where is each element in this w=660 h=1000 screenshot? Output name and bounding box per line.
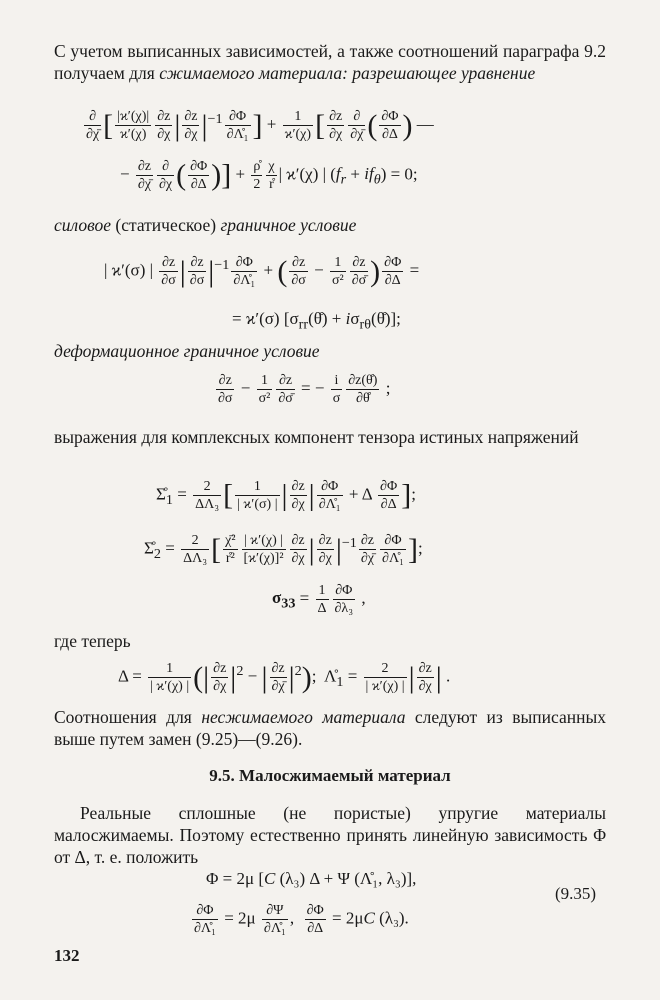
equation-1-line-2: − $\frac{\partial z}{\partial\chī}$ $\frac{\partial}{\partial\chi}$ ( $\frac{\partial\Phi}{\partial\Delta}$ )] + $\frac{\rho̊}{2}$ $\frac{\chi}{r̊}$ | ϰ′(χ) | $(f_r + if_\theta) = 0$; bbox=[120, 158, 418, 192]
intro-text: С учетом выписанных зависимостей, а также соотношений параграфа 9.2 получаем для bbox=[54, 41, 606, 83]
equation-5: $\Sigmå_2$ = $\frac{2}{\text{ΔΛ₃}}$ [ $\frac{\text{χ̄²}}{\text{r̊²}}$ $\frac{| ϰ'(\chi) |}{\text{[ϰ′(χ)]²}}$ $\frac{\partial z}{\partial\chi}$ | $\frac{\partial z}{\partial\chi}$ $|^{-1}$ $\frac{\partial z}{\partial\chī}$ $\frac{\partial\Phi}{\text{∂Λ̊₁}}$ ]; bbox=[144, 532, 423, 567]
force-condition-italic-1: силовое bbox=[54, 215, 111, 235]
page-number: 132 bbox=[54, 946, 80, 965]
equation-2-line-1: | ϰ′(σ) | $\frac{\partial z}{\partial\sigma}$ | $\frac{\partial z}{\partial\sigma}$ $|^{-1}$ $\frac{\partial\Phi}{\text{∂Λ̊₁}}$ + ( $\frac{\partial z}{\partial\sigma}$ − $\frac{1}{\text{σ²}}$ $\frac{\partial z}{\partial\sigmā}$ ) $\frac{\partial\Phi}{\partial\Delta}$ = bbox=[104, 254, 420, 289]
equation-3: $\frac{\partial z}{\partial\sigma}$ − $\frac{1}{\text{σ²}}$ $\frac{\partial z}{\partial\sigmā}$ = − $\frac{i}{\sigma}$ $\frac{\partial z(\thetå)}{\partial\thetå}$ ; bbox=[218, 373, 391, 406]
deform-condition-label bbox=[54, 340, 606, 362]
equation-number: (9.35) bbox=[555, 884, 597, 903]
section-heading: 9.5. Малосжимаемый материал bbox=[209, 766, 451, 785]
stress-expr-paragraph bbox=[54, 426, 606, 448]
stress-expr-text: выражения для комплексных компонент тензора истиных напряжений bbox=[54, 427, 579, 447]
equation-2-line-2: = ϰ′(σ) [$\sigma_{rr}(\thetå)$ + $i\sigma_{r\theta}(\thetå)$]; bbox=[232, 309, 401, 333]
force-condition-label bbox=[54, 214, 606, 236]
intro-italic: сжимаемого материала: разрешающее уравнение bbox=[159, 63, 536, 83]
where-now-text: где теперь bbox=[54, 631, 131, 651]
relations-paragraph bbox=[54, 706, 606, 750]
equation-7: Δ = $\frac{1}{| ϰ'(\chi) |}$ (| $\frac{\partial z}{\partial\chi}$ $|^2$ − | $\frac{\partial z}{\partial\chī}$ $|^2$); $\Lambdå_1$ = $\frac{2}{| ϰ'(\chi) |}$ | $\frac{\partial z}{\partial\chi}$ | . bbox=[118, 660, 451, 695]
relations-italic: несжимаемого материала bbox=[201, 707, 406, 727]
relations-text-2: следуют из выписанных выше путем замен (9.25)—(9.26). bbox=[54, 707, 607, 749]
equation-8-line-2: $\frac{\partial\Phi}{\text{∂Λ̊₁}}$ = 2μ $\frac{\partial\Psi}{\text{∂Λ̊₁}}$ , $\frac{\partial\Phi}{\partial\Delta}$ = 2μC (λ₃). bbox=[194, 903, 409, 936]
equation-4: $\Sigmå_1$ = $\frac{2}{\text{ΔΛ₃}}$ [ $\frac{1}{| ϰ'(\sigma) |}$ | $\frac{\partial z}{\partial\chi}$ | $\frac{\partial\Phi}{\text{∂Λ̊₁}}$ + Δ $\frac{\partial\Phi}{\partial\Delta}$ ]; bbox=[156, 478, 416, 512]
relations-text-1: Соотношения для bbox=[54, 707, 202, 727]
force-condition-italic-2: граничное условие bbox=[220, 215, 357, 235]
equation-6: $\sigma_{33}$ = $\frac{1}{\Delta}$ $\frac{\partial\Phi}{\text{∂λ₃}}$ , bbox=[272, 583, 366, 616]
section-body: Реальные сплошные (не пористые) упругие материалы малосжимаемы. Поэтому естественно принять линейную зависимость Φ от Δ, т. е. положить bbox=[54, 803, 606, 867]
force-condition-paren: (статическое) bbox=[111, 215, 221, 235]
deform-condition-text: деформационное граничное условие bbox=[54, 341, 320, 361]
equation-1-line-1: $\frac{\partial}{\partial\chī}$ [ $\frac{|ϰ'(\chi)|}{ϰ'(\chi)}$ $\frac{\partial z}{\partial\chi}$ | $\frac{\partial z}{\partial\chi}$ $|^{-1}$ $\frac{\partial\Phi}{\text{∂Λ̊₁}}$ ] + $\frac{1}{ϰ'(\chi)}$ [ $\frac{\partial z}{\partial\chi}$ $\frac{\partial}{\partial\chī}$ ( $\frac{\partial\Phi}{\partial\Delta}$ ) — bbox=[86, 108, 434, 143]
equation-8-line-1: Φ = 2μ [C (λ₃) Δ + Ψ (Λ̊₁, λ₃)], bbox=[206, 869, 417, 888]
intro-paragraph bbox=[54, 40, 606, 84]
where-now-label bbox=[54, 630, 606, 652]
